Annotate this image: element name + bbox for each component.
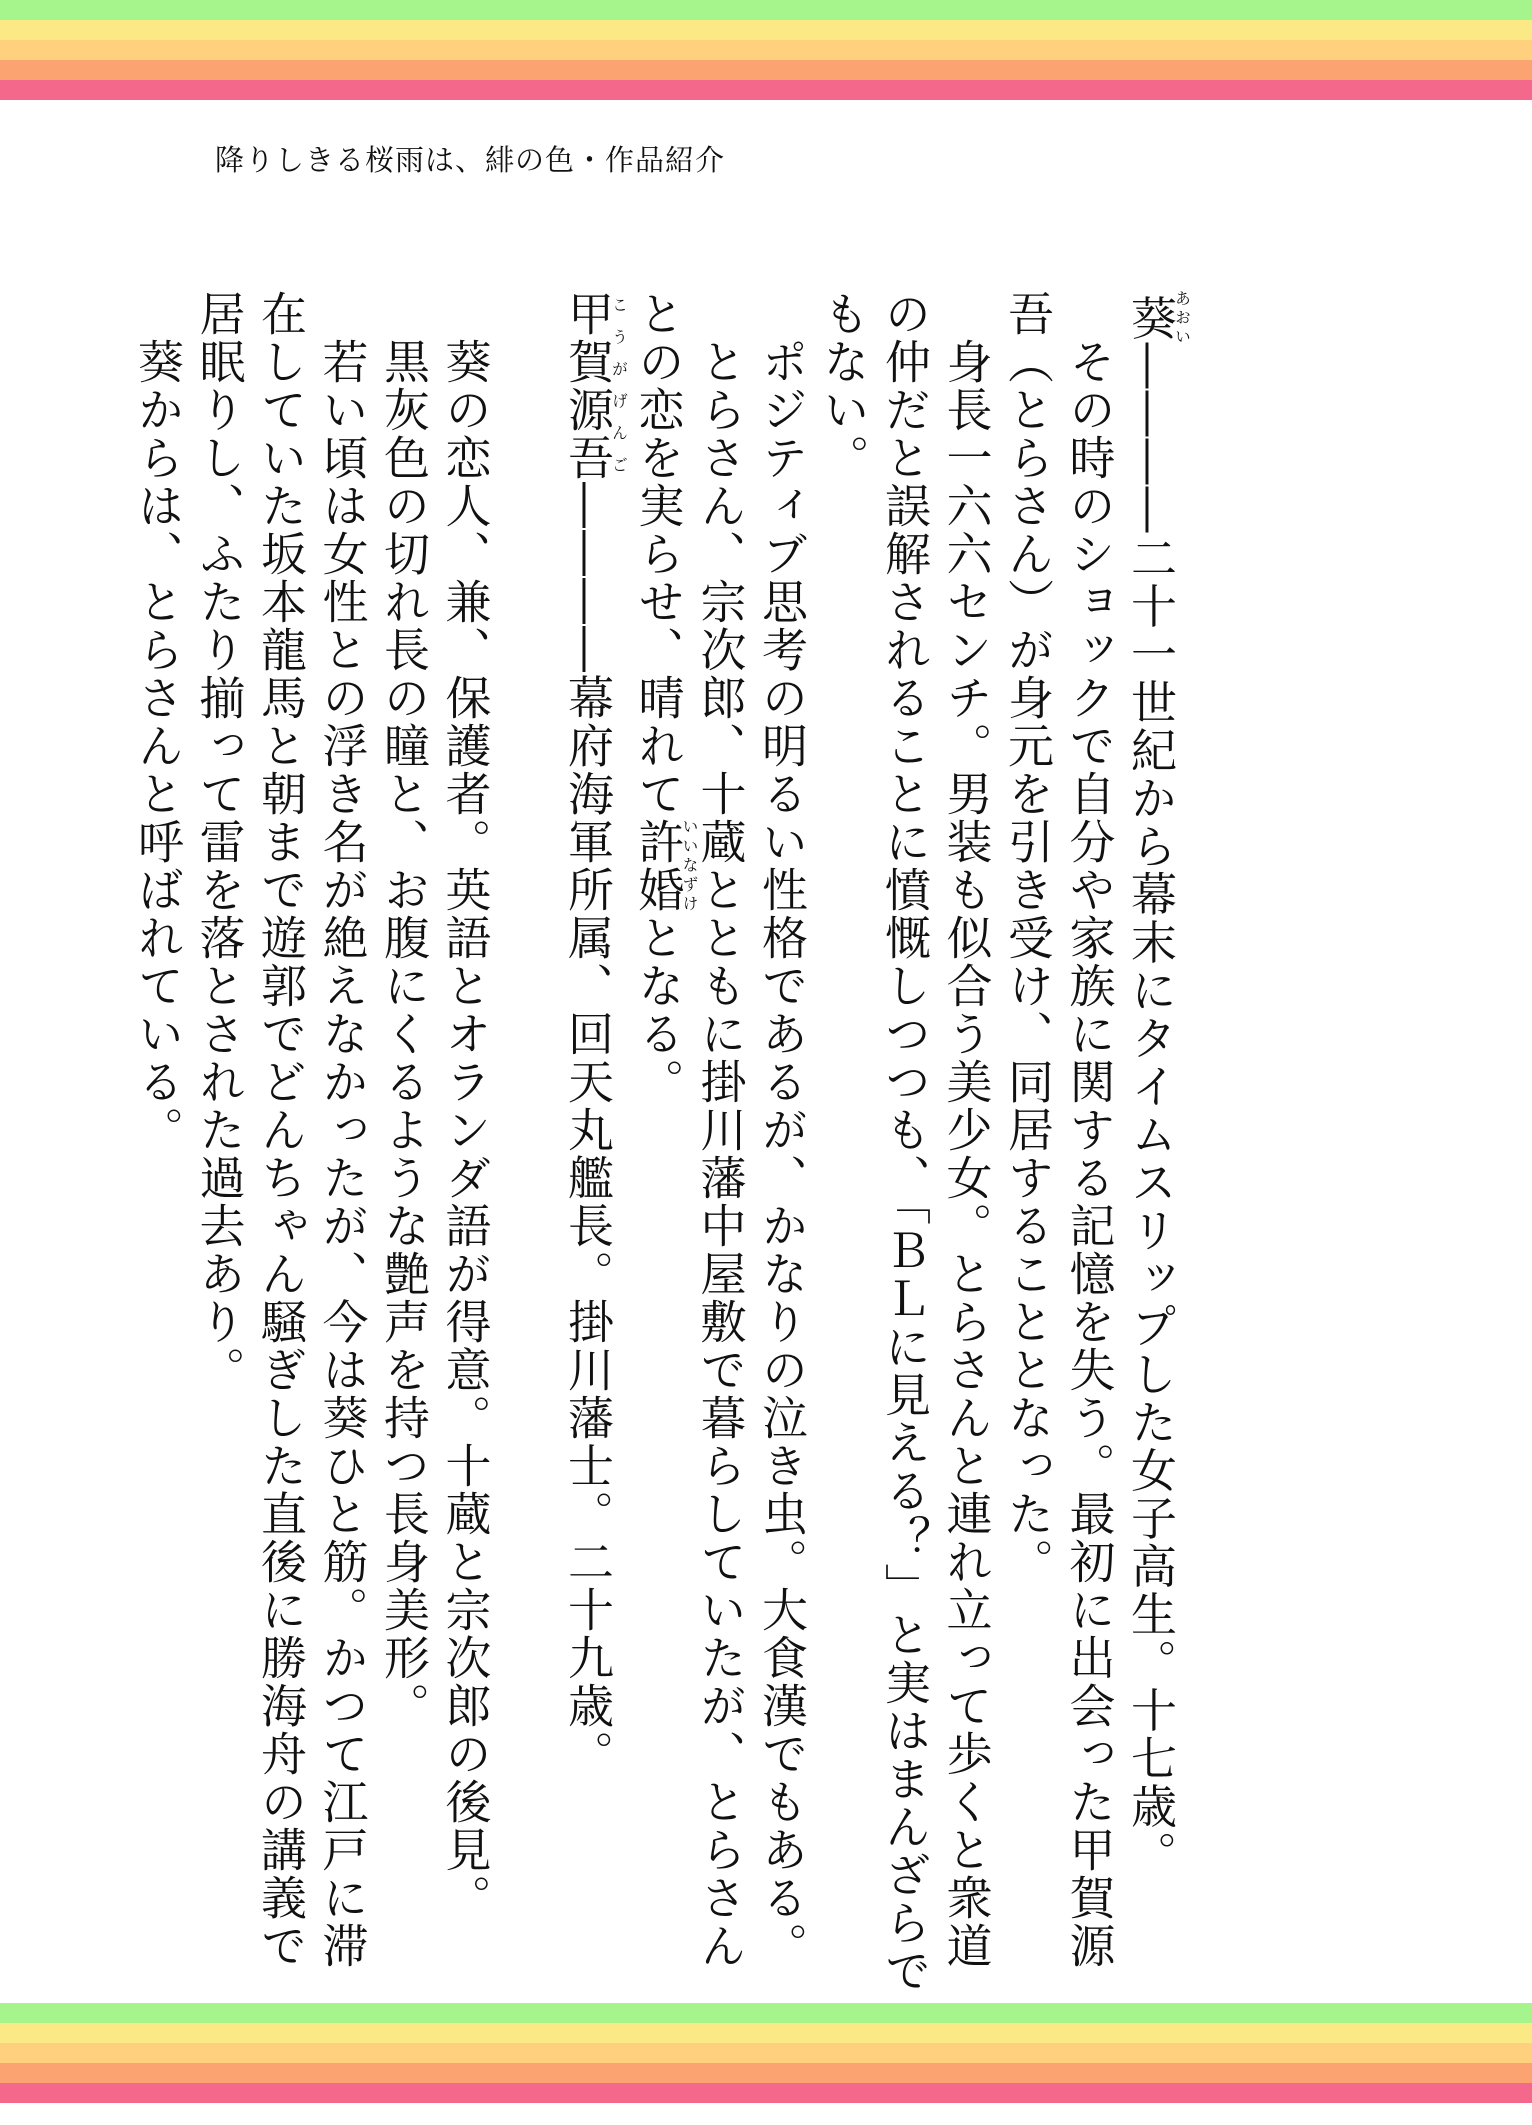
stripe-light-orange <box>0 40 1532 60</box>
paragraph: 身長一六六センチ。男装も似合う美少女。とらさんと連れ立って歩くと衆道の仲だと誤解されることに憤慨しつつも、「ＢＬに見える？」と実はまんざらでもない。 <box>816 290 994 1995</box>
paragraph: その時のショックで自分や家族に関する記憶を失う。最初に出会った甲賀源吾（とらさん）が身元を引き受け、同居することとなった。 <box>1001 290 1117 1970</box>
paragraph: 葵の恋人、兼、保護者。英語とオランダ語が得意。十蔵と宗次郎の後見。 <box>438 338 493 1922</box>
stripe-orange <box>0 60 1532 80</box>
character-name: 甲賀こうが源吾げんご <box>561 290 629 482</box>
paragraph: 葵からは、とらさんと呼ばれている。 <box>131 338 185 1154</box>
stripe-light-orange <box>0 2043 1532 2063</box>
dash: ―――― <box>561 482 615 674</box>
stripe-pink <box>0 80 1532 100</box>
bottom-rainbow-stripes <box>0 2003 1532 2103</box>
character-description: 二十一世紀から幕末にタイムスリップした女子高生。十七歳。 <box>1124 534 1178 1879</box>
character-heading <box>1120 290 1191 2010</box>
stripe-orange <box>0 2063 1532 2083</box>
stripe-green <box>0 2003 1532 2023</box>
stripe-pink <box>0 2083 1532 2103</box>
stripe-green <box>0 0 1532 20</box>
stripe-yellow <box>0 2023 1532 2043</box>
character-name: 葵あおい <box>1124 290 1192 347</box>
paragraph: とらさん、宗次郎、十蔵とともに掛川藩中屋敷で暮らしていたが、とらさんとの恋を実らせ、晴れて許婚いいなずけとなる。 <box>631 290 748 1970</box>
paragraph: 黒灰色の切れ長の瞳と、お腹にくるような艶声を持つ長身美形。 <box>377 338 431 1730</box>
character-description: 幕府海軍所属、回天丸艦長。掛川藩士。二十九歳。 <box>561 674 615 1778</box>
ruby-word: 許婚いいなずけ <box>631 818 699 914</box>
paragraph: 若い頃は女性との浮き名が絶えなかったが、今は葵ひと筋。かつて江戸に滞在していた坂本龍馬と朝まで遊郭でどんちゃん騒ぎした直後に勝海舟の講義で居眠りし、ふたり揃って雷を落とされた過去あり。 <box>192 290 370 1970</box>
character-introductions <box>127 290 1191 2010</box>
paragraph: ポジティブ思考の明るい性格であるが、かなりの泣き虫。大食漢でもある。 <box>755 338 809 1970</box>
top-rainbow-stripes <box>0 0 1532 100</box>
dash: ―――― <box>1124 342 1178 535</box>
page-title: 降りしきる桜雨は、緋の色・作品紹介 <box>215 143 726 177</box>
stripe-yellow <box>0 20 1532 40</box>
character-heading <box>557 290 628 2010</box>
